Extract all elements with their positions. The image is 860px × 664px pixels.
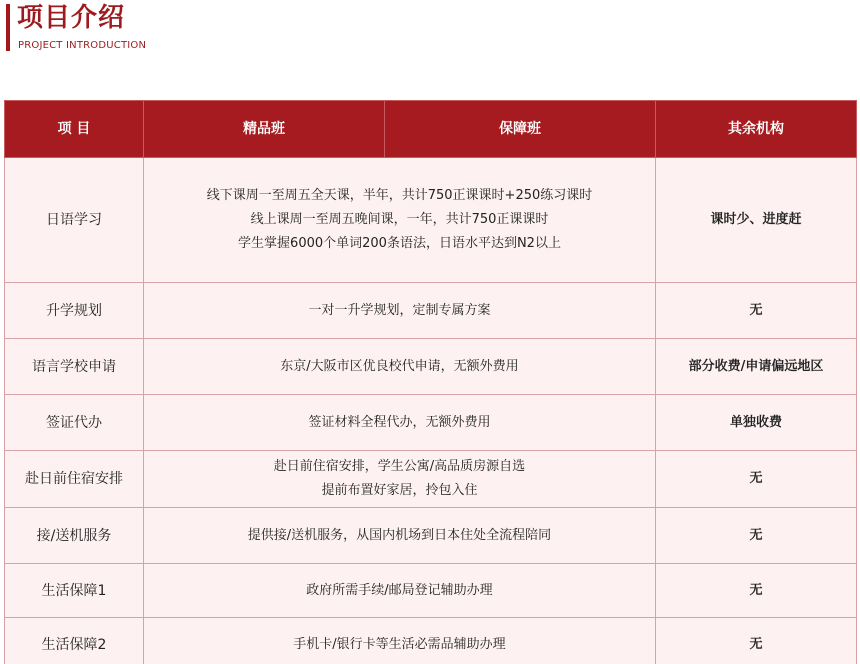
column-header-item: 项 目 <box>5 101 144 158</box>
column-header-other-institutions: 其余机构 <box>656 101 857 158</box>
row-item-label: 生活保障1 <box>5 564 144 618</box>
row-item-label: 日语学习 <box>5 158 144 283</box>
row-content <box>144 564 656 618</box>
content-line: 东京/大阪市区优良校代申请，无额外费用 <box>280 358 519 374</box>
table-row <box>5 508 857 564</box>
content-line: 线上课周一至周五晚间课，一年，共计750正课课时 <box>250 212 549 227</box>
table-row <box>5 451 857 508</box>
content-line: 提前布置好家居，拎包入住 <box>321 483 478 498</box>
table-header-row <box>5 101 857 158</box>
content-line: 签证材料全程代办，无额外费用 <box>308 414 491 430</box>
table-row <box>5 283 857 339</box>
row-item-label: 升学规划 <box>5 283 144 339</box>
row-other-value: 无 <box>656 451 857 508</box>
row-other-value: 部分收费/申请偏远地区 <box>656 339 857 395</box>
column-header-guarantee: 保障班 <box>385 101 656 158</box>
row-content <box>144 451 656 508</box>
table-row <box>5 564 857 618</box>
content-line: 赴日前住宿安排，学生公寓/高品质房源自选 <box>273 459 526 474</box>
page-title: 项目介绍 <box>17 3 126 33</box>
table-row <box>5 395 857 451</box>
content-line: 一对一升学规划，定制专属方案 <box>308 302 491 318</box>
comparison-table <box>4 100 857 664</box>
content-line: 手机卡/银行卡等生活必需品辅助办理 <box>293 636 506 652</box>
row-item-label: 生活保障2 <box>5 618 144 664</box>
row-item-label: 语言学校申请 <box>5 339 144 395</box>
content-line: 线下课周一至周五全天课，半年，共计750正课课时+250练习课时 <box>206 188 593 203</box>
row-content <box>144 508 656 564</box>
table-row <box>5 618 857 664</box>
row-item-label: 签证代办 <box>5 395 144 451</box>
row-other-value: 课时少、进度赶 <box>656 158 857 283</box>
content-line: 提供接/送机服务，从国内机场到日本住处全流程陪同 <box>247 527 552 543</box>
row-content <box>144 339 656 395</box>
table-row <box>5 158 857 283</box>
row-other-value: 无 <box>656 618 857 664</box>
row-other-value: 无 <box>656 508 857 564</box>
row-other-value: 单独收费 <box>656 395 857 451</box>
content-line: 政府所需手续/邮局登记辅助办理 <box>306 582 493 598</box>
page-subtitle: PROJECT INTRODUCTION <box>18 40 147 51</box>
content-line: 学生掌握6000个单词200条语法，日语水平达到N2以上 <box>238 236 561 251</box>
table-row <box>5 339 857 395</box>
row-content <box>144 283 656 339</box>
row-item-label: 接/送机服务 <box>5 508 144 564</box>
row-other-value: 无 <box>656 283 857 339</box>
row-content <box>144 158 656 283</box>
header-accent-bar <box>6 4 10 51</box>
row-content <box>144 395 656 451</box>
row-other-value: 无 <box>656 564 857 618</box>
column-header-premium: 精品班 <box>144 101 385 158</box>
row-item-label: 赴日前住宿安排 <box>5 451 144 508</box>
row-content <box>144 618 656 664</box>
